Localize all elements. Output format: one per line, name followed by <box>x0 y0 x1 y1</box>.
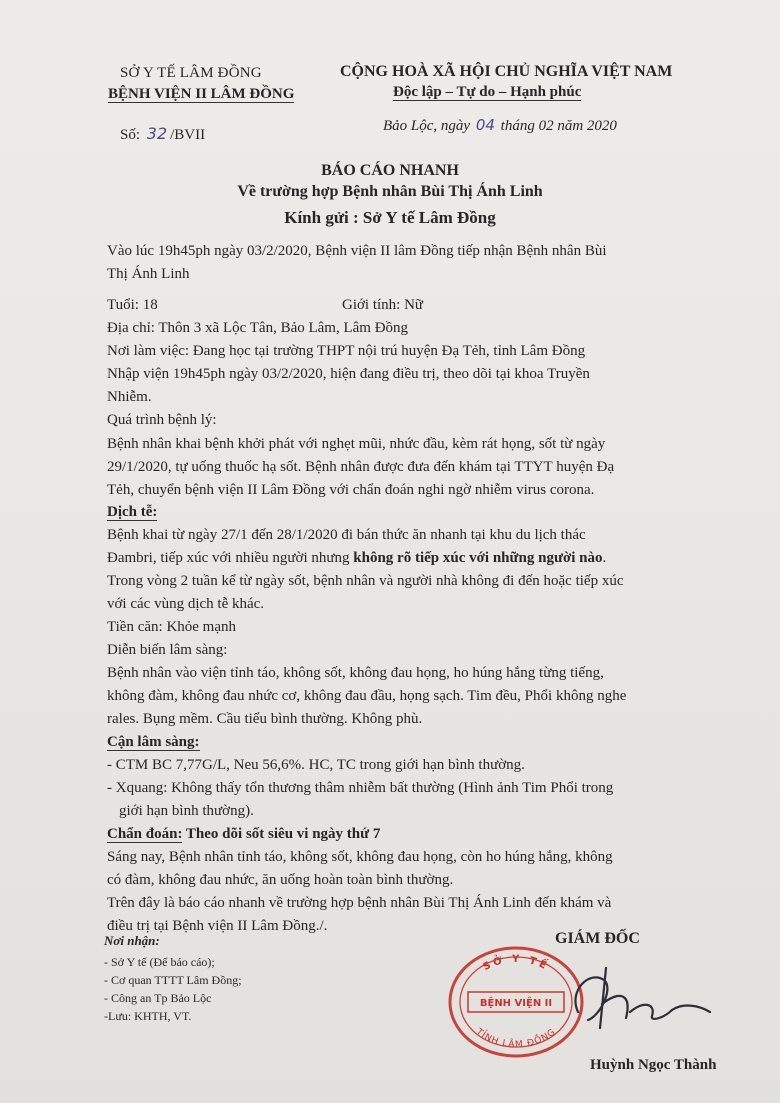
national-title: CỘNG HOÀ XÃ HỘI CHỦ NGHĨA VIỆT NAM <box>340 63 673 80</box>
date-day: 04 <box>475 116 495 134</box>
history-label: Quá trình bệnh lý: <box>107 412 217 428</box>
svg-text:SỞ Y TẾ <box>481 952 552 973</box>
diagnosis-label: Chẩn đoán: <box>107 826 183 842</box>
history-line-2: 29/1/2020, tự uống thuốc hạ sốt. Bệnh nhân được đưa đến khám tại TTYT huyện Đạ <box>107 459 615 475</box>
seal-bottom-text: TỈNH LÂM ĐỒNG <box>473 1027 559 1051</box>
epidemiology-line-2a: Đambri, tiếp xúc với nhiều người nhưng <box>107 550 354 566</box>
national-motto-text: Độc lập – Tự do – Hạnh phúc <box>393 84 582 100</box>
past-history: Tiền căn: Khỏe mạnh <box>107 619 237 635</box>
epidemiology-label-text: Dịch tễ: <box>107 504 158 520</box>
intro-line-2: Thị Ánh Linh <box>107 266 190 282</box>
number-suffix: /BVII <box>170 127 206 143</box>
report-addressee: Kính gửi : Sở Y tế Lâm Đồng <box>284 208 496 227</box>
recipient-item: - Công an Tp Bảo Lộc <box>104 991 212 1005</box>
epidemiology-emphasis: không rõ tiếp xúc với những người nào <box>353 550 603 566</box>
diagnosis <box>107 826 380 843</box>
seal-top-text: SỞ Y TẾ <box>481 953 551 974</box>
clinical-line-1: Bệnh nhân vào viện tỉnh táo, không sốt, không đau họng, ho húng hắng từng tiếng, <box>107 665 604 681</box>
epidemiology-line-2c: . <box>602 550 607 566</box>
recipients-title: Nơi nhận: <box>104 933 160 948</box>
clinical-label: Diễn biến lâm sàng: <box>107 642 228 658</box>
lab-line-3: giới hạn bình thường). <box>119 803 254 819</box>
director-name: Huỳnh Ngọc Thành <box>590 1057 717 1073</box>
document-date <box>383 116 617 135</box>
today-line-1: Sáng nay, Bệnh nhân tỉnh táo, không sốt, không đau họng, còn ho húng hắng, không <box>107 849 613 865</box>
lab-line-1: - CTM BC 7,77G/L, Neu 56,6%. HC, TC trong giới hạn bình thường. <box>107 757 525 773</box>
recipient-item: - Sở Y tế (Để báo cáo); <box>104 955 215 969</box>
epidemiology-label <box>107 504 157 521</box>
director-title: GIÁM ĐỐC <box>555 930 640 947</box>
number-prefix: Số: <box>120 127 141 143</box>
diagnosis-value: Theo dõi sốt siêu vi ngày thứ 7 <box>182 826 381 842</box>
hospital-name <box>108 86 294 103</box>
hospital-name-text: BỆNH VIỆN II LÂM ĐỒNG <box>108 86 295 102</box>
lab-label-text: Cận lâm sàng: <box>107 734 200 750</box>
history-line-1: Bệnh nhân khai bệnh khởi phát với nghẹt mũi, nhức đầu, kèm rát họng, sốt từ ngày <box>107 436 606 452</box>
clinical-line-2: không đàm, không đau nhức cơ, không đau đầu, họng sạch. Tim đều, Phổi không nghe <box>107 688 627 704</box>
patient-gender: Giới tính: Nữ <box>342 297 424 313</box>
patient-workplace: Nơi làm việc: Đang học tại trường THPT nội trú huyện Đạ Tẻh, tỉnh Lâm Đồng <box>107 343 586 359</box>
closing-line-2: điều trị tại Bệnh viện II Lâm Đồng./. <box>107 918 328 934</box>
today-line-2: có đàm, không đau nhức, ăn uống hoàn toàn bình thường. <box>107 872 454 888</box>
report-subtitle: Về trường hợp Bệnh nhân Bùi Thị Ánh Linh <box>237 183 543 200</box>
date-place: Bảo Lộc, ngày <box>383 118 471 134</box>
lab-label <box>107 734 200 751</box>
patient-address: Địa chỉ: Thôn 3 xã Lộc Tân, Bảo Lâm, Lâm Đồng <box>107 320 409 336</box>
national-motto <box>393 84 581 101</box>
recipient-item: - Cơ quan TTTT Lâm Đồng; <box>104 973 242 987</box>
document-number <box>120 124 205 144</box>
department-name: SỞ Y TẾ LÂM ĐỒNG <box>120 65 262 81</box>
epidemiology-line-2 <box>107 550 606 567</box>
admission-line-1: Nhập viện 19h45ph ngày 03/2/2020, hiện đang điều trị, theo dõi tại khoa Truyền <box>107 366 590 382</box>
seal-center-text: BỆNH VIỆN II <box>479 998 553 1009</box>
recipient-item: -Lưu: KHTH, VT. <box>104 1009 192 1023</box>
epidemiology-line-3: Trong vòng 2 tuần kể từ ngày sốt, bệnh nhân và người nhà không đi đến hoặc tiếp xúc <box>107 573 624 589</box>
history-line-3: Tẻh, chuyển bệnh viện II Lâm Đồng với chẩn đoán nghi ngờ nhiễm virus corona. <box>107 482 595 498</box>
epidemiology-line-1: Bệnh khai từ ngày 27/1 đến 28/1/2020 đi bán thức ăn nhanh tại khu du lịch thác <box>107 527 586 543</box>
clinical-line-3: rales. Bụng mềm. Cầu tiểu bình thường. Không phù. <box>107 711 423 727</box>
lab-line-2: - Xquang: Không thấy tổn thương thâm nhiễm bất thường (Hình ảnh Tim Phổi trong <box>107 780 614 796</box>
svg-text:TỈNH LÂM ĐỒNG <box>473 1026 558 1050</box>
report-title: BÁO CÁO NHANH <box>321 162 459 179</box>
number-value: 32 <box>146 124 168 143</box>
director-signature <box>560 960 730 1040</box>
closing-line-1: Trên đây là báo cáo nhanh về trường hợp bệnh nhân Bùi Thị Ánh Linh đến khám và <box>107 895 612 911</box>
intro-line-1: Vào lúc 19h45ph ngày 03/2/2020, Bệnh viện II lâm Đồng tiếp nhận Bệnh nhân Bùi <box>107 243 607 259</box>
date-rest: tháng 02 năm 2020 <box>500 118 617 134</box>
patient-age: Tuổi: 18 <box>107 297 158 313</box>
admission-line-2: Nhiễm. <box>107 389 152 405</box>
epidemiology-line-4: với các vùng dịch tễ khác. <box>107 596 265 612</box>
